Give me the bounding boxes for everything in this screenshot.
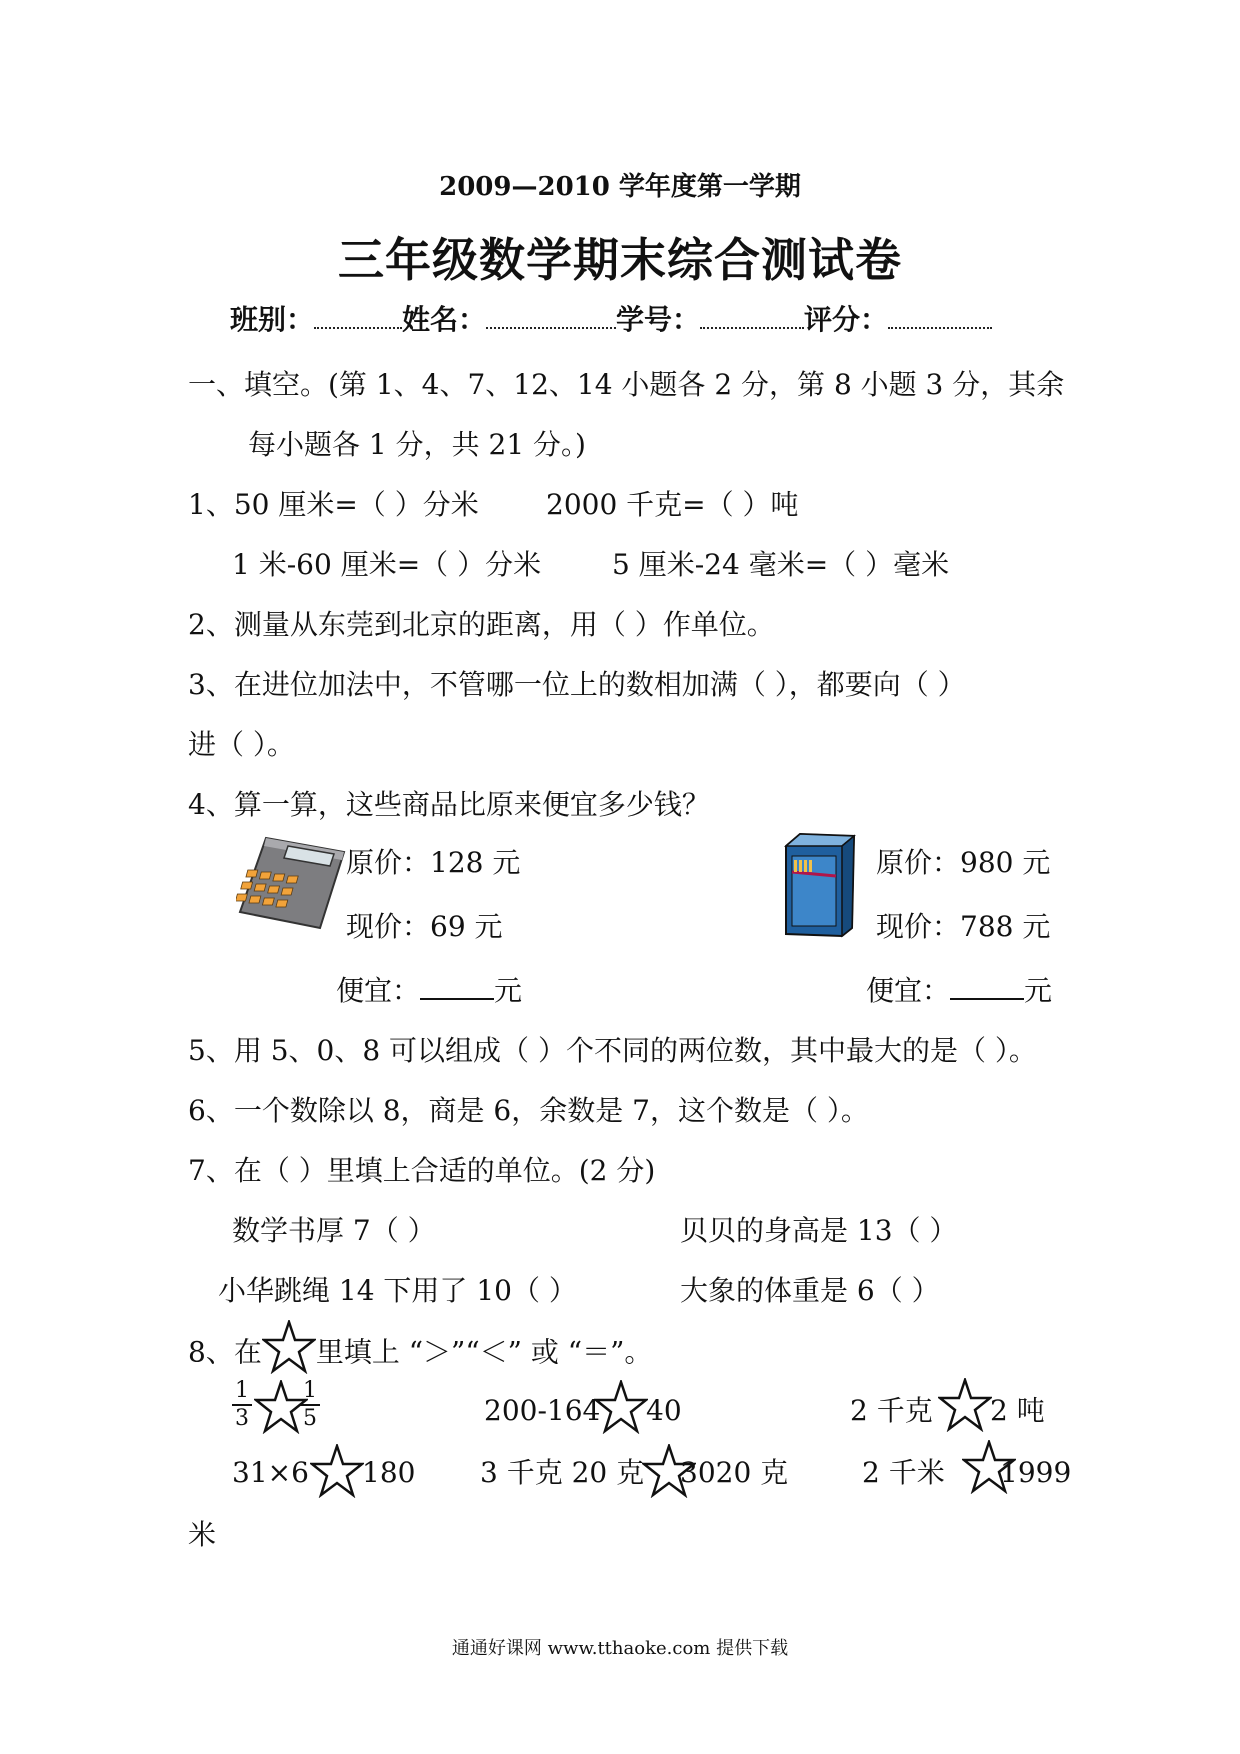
q8-expr2-right: 40 xyxy=(646,1394,682,1427)
id-label: 学号： xyxy=(616,303,701,336)
id-blank[interactable] xyxy=(700,305,804,329)
q7-prompt: 7、在（ ）里填上合适的单位。(2 分) xyxy=(188,1154,656,1187)
q8-expr4-left: 31×6 xyxy=(232,1456,309,1489)
class-label: 班别： xyxy=(230,303,315,336)
q1-c: 1 米-60 厘米=（ ）分米 xyxy=(232,548,542,581)
fraction-denominator: 5 xyxy=(303,1406,317,1431)
q4-item2-unit: 元 xyxy=(1024,974,1053,1007)
q7-b: 贝贝的身高是 13（ ） xyxy=(680,1214,958,1247)
q4-item2-cheaper xyxy=(866,972,1052,1008)
calculator-image xyxy=(236,832,348,932)
q7-a: 数学书厚 7（ ） xyxy=(232,1214,436,1247)
q4-item2-current-price: 现价：788 元 xyxy=(876,910,1051,943)
q8-prompt-end: 里填上 “＞”“＜” 或 “＝”。 xyxy=(315,1335,653,1369)
book-image xyxy=(780,832,858,938)
fraction-denominator: 3 xyxy=(235,1406,249,1431)
q8-star-blank-2[interactable] xyxy=(594,1380,648,1434)
score-blank[interactable] xyxy=(888,305,992,329)
q4-item1-answer-blank[interactable] xyxy=(420,972,494,1000)
footer-credit: 通通好课网 www.tthaoke.com 提供下载 xyxy=(451,1638,789,1659)
fraction-numerator: 1 xyxy=(300,1378,320,1406)
q4-item2-original-price: 原价：980 元 xyxy=(876,846,1051,879)
term-heading: 2009—2010 学年度第一学期 xyxy=(439,172,801,202)
q6: 6、一个数除以 8，商是 6，余数是 7，这个数是（ ）。 xyxy=(188,1094,869,1127)
q8-expr6-unit: 米 xyxy=(188,1518,217,1551)
q2: 2、测量从东莞到北京的距离，用（ ）作单位。 xyxy=(188,608,775,641)
q4-item1-current-price: 现价：69 元 xyxy=(346,910,503,943)
name-label: 姓名： xyxy=(402,303,487,336)
q3-line1: 3、在进位加法中，不管哪一位上的数相加满（ ），都要向（ ） xyxy=(188,668,966,701)
q8-expr6-left: 2 千米 xyxy=(862,1456,945,1489)
class-blank[interactable] xyxy=(314,305,402,329)
q8-expr5-left: 3 千克 20 克 xyxy=(480,1456,645,1489)
section1-heading-line2: 每小题各 1 分，共 21 分。) xyxy=(248,428,586,461)
q8-expr2-left: 200-164 xyxy=(484,1394,601,1427)
student-info-row xyxy=(230,298,992,338)
q5: 5、用 5、0、8 可以组成（ ）个不同的两位数，其中最大的是（ ）。 xyxy=(188,1034,1037,1067)
q7-d: 大象的体重是 6（ ） xyxy=(680,1274,940,1307)
q1-b: 2000 千克=（ ）吨 xyxy=(546,488,799,521)
section1-heading-line1: 一、填空。(第 1、4、7、12、14 小题各 2 分，第 8 小题 3 分，其余 xyxy=(188,368,1065,401)
score-label: 评分： xyxy=(804,303,889,336)
q4-item1-original-price: 原价：128 元 xyxy=(346,846,521,879)
q4-prompt: 4、算一算，这些商品比原来便宜多少钱？ xyxy=(188,788,710,821)
q8-expr4-right: 180 xyxy=(362,1456,416,1489)
q8-fraction-1-3 xyxy=(232,1378,252,1432)
q4-item2-answer-blank[interactable] xyxy=(950,972,1024,1000)
q4-item1-cheaper-label: 便宜： xyxy=(336,974,421,1007)
q8-expr6-right: 1999 xyxy=(1000,1456,1072,1489)
name-blank[interactable] xyxy=(486,305,616,329)
q8-expr3-left: 2 千克 xyxy=(850,1394,933,1427)
q8-expr3-right: 2 吨 xyxy=(990,1394,1045,1427)
q8-prompt-start: 8、在 xyxy=(188,1335,262,1369)
page-title: 三年级数学期末综合测试卷 xyxy=(338,233,902,287)
q1-a: 1、50 厘米=（ ）分米 xyxy=(188,488,479,521)
q8-expr5-right: 3020 克 xyxy=(680,1456,789,1489)
fraction-numerator: 1 xyxy=(232,1378,252,1406)
q1-d: 5 厘米-24 毫米=（ ）毫米 xyxy=(612,548,950,581)
q8-star-blank-3[interactable] xyxy=(938,1378,992,1432)
q8-fraction-1-5 xyxy=(300,1378,320,1432)
q4-item1-cheaper xyxy=(336,972,522,1008)
q4-item1-unit: 元 xyxy=(494,974,523,1007)
q7-c: 小华跳绳 14 下用了 10（ ） xyxy=(218,1274,577,1307)
q8-star-blank-4[interactable] xyxy=(310,1444,364,1498)
star-icon xyxy=(262,1320,316,1374)
q4-item2-cheaper-label: 便宜： xyxy=(866,974,951,1007)
q8-prompt xyxy=(188,1334,652,1374)
q3-line2: 进（ ）。 xyxy=(188,728,295,761)
